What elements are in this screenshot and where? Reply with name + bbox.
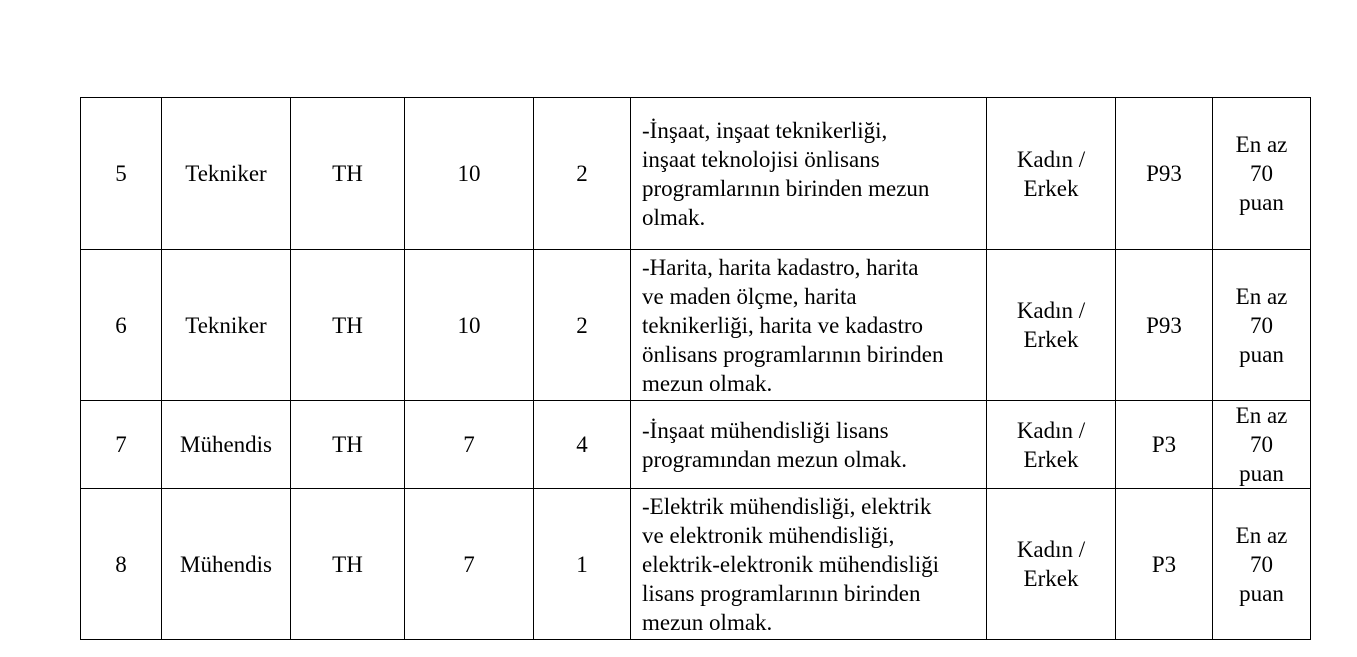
grade-cell: 7 [405, 401, 534, 489]
table-row [81, 401, 1311, 489]
title-cell: Mühendis [162, 401, 291, 489]
gender-cell: Kadın / Erkek [987, 250, 1116, 401]
min-score-cell: En az 70 puan [1213, 401, 1311, 489]
class-cell: TH [291, 401, 405, 489]
count-cell: 4 [534, 401, 631, 489]
grade-cell: 7 [405, 489, 534, 640]
table-row [81, 250, 1311, 401]
class-cell: TH [291, 489, 405, 640]
title-cell: Tekniker [162, 250, 291, 401]
grade-cell: 10 [405, 98, 534, 250]
requirement-cell: -Elektrik mühendisliği, elektrik ve elektronik mühendisliği, elektrik-elektronik mühendisliği lisans programlarının birinden mezun olmak. [631, 489, 987, 640]
score-type-cell: P3 [1116, 489, 1213, 640]
gender-cell: Kadın / Erkek [987, 401, 1116, 489]
table-row [81, 489, 1311, 640]
score-type-cell: P3 [1116, 401, 1213, 489]
requirement-cell: -İnşaat mühendisliği lisans programından mezun olmak. [631, 401, 987, 489]
title-cell: Tekniker [162, 98, 291, 250]
gender-cell: Kadın / Erkek [987, 98, 1116, 250]
position-requirements-table [80, 97, 1311, 640]
grade-cell: 10 [405, 250, 534, 401]
row-number-cell: 5 [81, 98, 162, 250]
title-cell: Mühendis [162, 489, 291, 640]
table-row [81, 98, 1311, 250]
min-score-cell: En az 70 puan [1213, 98, 1311, 250]
count-cell: 2 [534, 250, 631, 401]
row-number-cell: 6 [81, 250, 162, 401]
count-cell: 2 [534, 98, 631, 250]
class-cell: TH [291, 250, 405, 401]
score-type-cell: P93 [1116, 98, 1213, 250]
gender-cell: Kadın / Erkek [987, 489, 1116, 640]
requirement-cell: -Harita, harita kadastro, harita ve maden ölçme, harita teknikerliği, harita ve kadastro önlisans programlarının birinden mezun olmak. [631, 250, 987, 401]
row-number-cell: 7 [81, 401, 162, 489]
min-score-cell: En az 70 puan [1213, 489, 1311, 640]
requirement-cell: -İnşaat, inşaat teknikerliği, inşaat teknolojisi önlisans programlarının birinden mezun olmak. [631, 98, 987, 250]
count-cell: 1 [534, 489, 631, 640]
class-cell: TH [291, 98, 405, 250]
score-type-cell: P93 [1116, 250, 1213, 401]
row-number-cell: 8 [81, 489, 162, 640]
min-score-cell: En az 70 puan [1213, 250, 1311, 401]
